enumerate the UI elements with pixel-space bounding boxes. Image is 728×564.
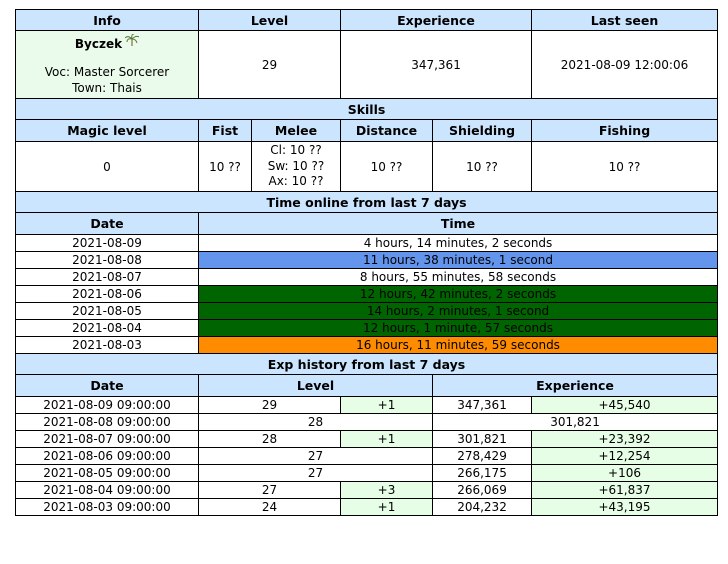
exp-rows [16, 397, 718, 516]
skill-distance: 10 ?? [341, 142, 433, 192]
exp-value: 301,821 [433, 414, 718, 431]
online-col-time: Time [199, 213, 718, 235]
exp-row [16, 431, 718, 448]
exp-value: 266,175 [433, 465, 532, 482]
last-seen-header: Last seen [532, 10, 718, 31]
level-header: Level [199, 10, 341, 31]
experience-header: Experience [341, 10, 532, 31]
exp-change: +23,392 [532, 431, 718, 448]
skill-col-fist: Fist [199, 120, 252, 142]
exp-level-change: +3 [341, 482, 433, 499]
exp-level: 29 [199, 397, 341, 414]
online-row [16, 235, 718, 252]
exp-level: 24 [199, 499, 341, 516]
exp-value: 278,429 [433, 448, 532, 465]
skills-columns-row [16, 120, 718, 142]
exp-level: 27 [199, 482, 341, 499]
exp-level-change: +1 [341, 499, 433, 516]
exp-level: 27 [199, 448, 433, 465]
exp-value: 204,232 [433, 499, 532, 516]
online-date: 2021-08-08 [16, 252, 199, 269]
exp-col-date: Date [16, 375, 199, 397]
online-time: 12 hours, 42 minutes, 2 seconds [199, 286, 718, 303]
info-header: Info [16, 10, 199, 31]
exp-date: 2021-08-05 09:00:00 [16, 465, 199, 482]
skills-values-row [16, 142, 718, 192]
online-date: 2021-08-03 [16, 337, 199, 354]
online-row [16, 286, 718, 303]
online-row [16, 320, 718, 337]
palm-tree-icon [125, 34, 139, 46]
exp-row [16, 499, 718, 516]
exp-col-level: Level [199, 375, 433, 397]
skill-melee-sword: Sw: 10 ?? [267, 158, 325, 173]
skills-title: Skills [16, 99, 718, 120]
exp-row [16, 482, 718, 499]
online-time: 8 hours, 55 minutes, 58 seconds [199, 269, 718, 286]
exp-date: 2021-08-04 09:00:00 [16, 482, 199, 499]
skill-col-melee: Melee [252, 120, 341, 142]
online-rows [16, 235, 718, 354]
player-last-seen: 2021-08-09 12:00:06 [532, 31, 718, 99]
exp-change: +12,254 [532, 448, 718, 465]
skill-magic-level: 0 [16, 142, 199, 192]
player-name: Byczek [74, 36, 123, 51]
player-level: 29 [199, 31, 341, 99]
exp-date: 2021-08-07 09:00:00 [16, 431, 199, 448]
skill-col-fishing: Fishing [532, 120, 718, 142]
exp-title: Exp history from last 7 days [16, 354, 718, 375]
exp-value: 301,821 [433, 431, 532, 448]
online-columns-row [16, 213, 718, 235]
online-row [16, 303, 718, 320]
player-vocation: Voc: Master Sorcerer [44, 64, 170, 79]
skill-melee-club: Cl: 10 ?? [270, 143, 322, 158]
online-row [16, 269, 718, 286]
exp-level: 27 [199, 465, 433, 482]
online-date: 2021-08-04 [16, 320, 199, 337]
exp-row [16, 448, 718, 465]
skills-title-row [16, 99, 718, 120]
skill-melee-axe: Ax: 10 ?? [268, 174, 324, 189]
exp-change: +45,540 [532, 397, 718, 414]
skill-col-distance: Distance [341, 120, 433, 142]
online-time: 16 hours, 11 minutes, 59 seconds [199, 337, 718, 354]
skill-shielding: 10 ?? [433, 142, 532, 192]
exp-level: 28 [199, 431, 341, 448]
exp-value: 266,069 [433, 482, 532, 499]
exp-level-change: +1 [341, 397, 433, 414]
exp-level-change: +1 [341, 431, 433, 448]
exp-value: 347,361 [433, 397, 532, 414]
exp-level: 28 [199, 414, 433, 431]
online-time: 14 hours, 2 minutes, 1 second [199, 303, 718, 320]
exp-row [16, 397, 718, 414]
exp-col-experience: Experience [433, 375, 718, 397]
online-row [16, 252, 718, 269]
online-row [16, 337, 718, 354]
exp-change: +61,837 [532, 482, 718, 499]
info-header-row [16, 10, 718, 31]
online-col-date: Date [16, 213, 199, 235]
online-time: 11 hours, 38 minutes, 1 second [199, 252, 718, 269]
online-date: 2021-08-05 [16, 303, 199, 320]
online-time: 12 hours, 1 minute, 57 seconds [199, 320, 718, 337]
exp-change: +43,195 [532, 499, 718, 516]
player-info-cell [16, 31, 199, 99]
info-data-row [16, 31, 718, 99]
exp-row [16, 465, 718, 482]
online-time: 4 hours, 14 minutes, 2 seconds [199, 235, 718, 252]
skill-col-shielding: Shielding [433, 120, 532, 142]
exp-columns-row [16, 375, 718, 397]
exp-date: 2021-08-06 09:00:00 [16, 448, 199, 465]
skill-fishing: 10 ?? [532, 142, 718, 192]
player-town: Town: Thais [72, 80, 142, 95]
online-title-row [16, 192, 718, 213]
exp-title-row [16, 354, 718, 375]
online-date: 2021-08-06 [16, 286, 199, 303]
player-experience: 347,361 [341, 31, 532, 99]
exp-date: 2021-08-03 09:00:00 [16, 499, 199, 516]
skill-col-magic-level: Magic level [16, 120, 199, 142]
exp-change: +106 [532, 465, 718, 482]
exp-date: 2021-08-09 09:00:00 [16, 397, 199, 414]
online-date: 2021-08-07 [16, 269, 199, 286]
skill-fist: 10 ?? [199, 142, 252, 192]
exp-row [16, 414, 718, 431]
online-title: Time online from last 7 days [16, 192, 718, 213]
online-date: 2021-08-09 [16, 235, 199, 252]
character-stats-table [15, 9, 718, 516]
skill-melee [252, 142, 341, 192]
exp-date: 2021-08-08 09:00:00 [16, 414, 199, 431]
